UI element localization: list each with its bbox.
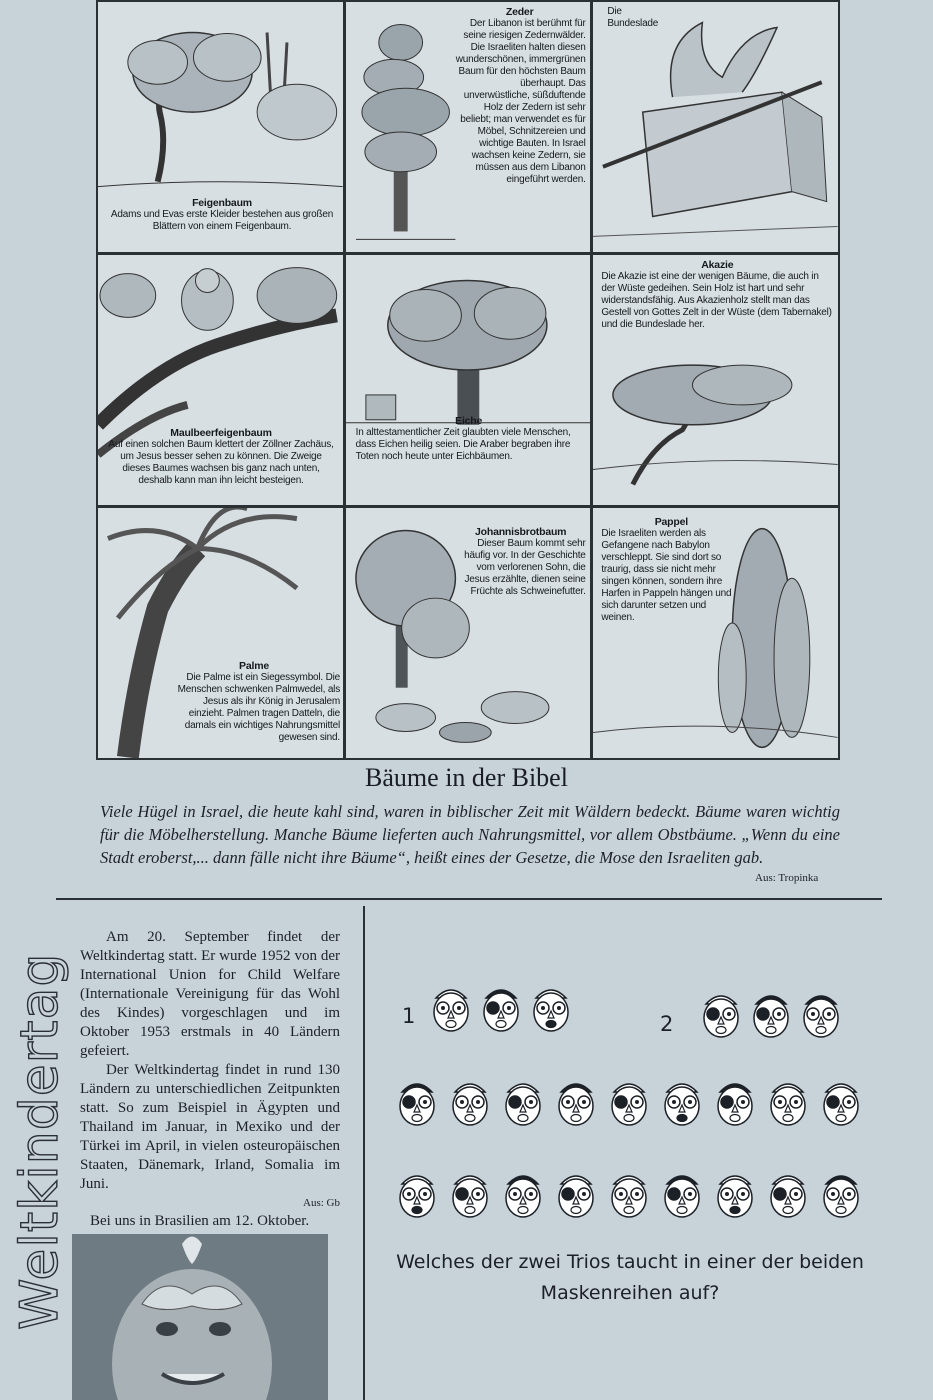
mask-icon (530, 984, 572, 1034)
tree-text: In alttestamentlicher Zeit glaubten viele Menschen, dass Eichen heilig seien. Die Araber begraben ihre Toten noch heute unter Eichbäumen. (355, 427, 571, 462)
cell-palme (98, 508, 343, 758)
puzzle-question: Welches der zwei Trios taucht in einer der beiden Maskenreihen auf? (396, 1251, 864, 1304)
tree-name: Palme (239, 660, 269, 672)
cell-feigenbaum (98, 2, 343, 252)
intro-paragraph: Viele Hügel in Israel, die heute kahl sind, waren in biblischer Zeit mit Wäldern bedeckt. Bäume waren wichtig für die Möbelherstellung. Manche Bäume lieferten auch Nahrungsmittel, vor allem Obstbäume. „Wenn du eine Stadt eroberst,... dann fälle nicht ihre Bäume“, heißt eines der Gesetze, die Mose den Israeliten gab. (100, 802, 840, 867)
mask-icon (430, 984, 472, 1034)
caption-johannisbrotbaum (456, 526, 586, 598)
tree-name: Akazie (701, 259, 734, 271)
tree-name: Maulbeerfeigenbaum (170, 427, 272, 439)
tree-text: Auf einen solchen Baum klettert der Zöllner Zachäus, um Jesus besser sehen zu können. Die Zweige dieses Baumes wachsen bis ganz nach unten, deshalb kann man ihn leicht besteigen. (108, 439, 334, 486)
caption-eiche (356, 415, 582, 463)
tree-text: Adams und Evas erste Kleider bestehen aus großen Blättern von einem Feigenbaum. (110, 209, 334, 232)
article-source: Aus: Gb (303, 1197, 340, 1209)
mask-icon (449, 1078, 491, 1128)
mask-icon (700, 990, 742, 1040)
caption-bundeslade (607, 6, 667, 30)
cell-akazie (593, 255, 838, 505)
oak-tree-illustration (346, 255, 591, 505)
tree-text: Die Israeliten werden als Gefangene nach Babylon verschleppt. Sie sind dort so traurig, dass sie nicht mehr singen können, sondern ihre Harfen in Pappeln hängen und sich darunter setzen und weinen. (601, 528, 732, 623)
cell-eiche (346, 255, 591, 505)
mask-icon (714, 1170, 756, 1220)
ark-of-covenant-illustration (593, 2, 838, 252)
mask-icon (555, 1170, 597, 1220)
article-paragraph: Der Weltkindertag findet in rund 130 Ländern zu unterschiedlichen Zeitpunkten statt. So zum Beispiel in Ägypten und Thailand im Januar, in Mexiko und der Türkei im April, in vielen osteuropäischen Staaten, Dänemark, Irland, Somalia im Juni. (80, 1062, 340, 1192)
article-heading: Weltkindertag (10, 952, 70, 1330)
caption-zeder (454, 6, 586, 186)
mask-icon (608, 1170, 650, 1220)
cell-johannisbrotbaum (346, 508, 591, 758)
article-body (80, 928, 340, 1231)
cell-zeder (346, 2, 591, 252)
divider-vertical (363, 906, 365, 1400)
mask-icon (396, 1078, 438, 1128)
mask-icon (661, 1078, 703, 1128)
tree-name: Pappel (654, 516, 688, 528)
mask-icon (502, 1078, 544, 1128)
mask-icon (608, 1078, 650, 1128)
tree-text: Die Palme ist ein Siegessymbol. Die Menschen schwenken Palmwedel, als Jesus als ihr König in Jerusalem einzieht. Palmen tragen Datteln, die damals ein wichtiges Nahrungsmittel gewesen sind. (177, 672, 340, 743)
trio-1-label: 1 (402, 1004, 416, 1028)
mask-icon (396, 1170, 438, 1220)
caption-feigenbaum (104, 197, 340, 233)
mask-icon (800, 990, 842, 1040)
mask-icon (449, 1170, 491, 1220)
section-title: Bäume in der Bibel (365, 763, 568, 792)
mask-icon (714, 1078, 756, 1128)
tree-name: Eiche (455, 415, 483, 427)
child-face-paint-photo (72, 1234, 328, 1400)
tree-illustration-grid (96, 0, 840, 760)
cell-pappel (593, 508, 838, 758)
article-paragraph: Am 20. September findet der Weltkindertag statt. Er wurde 1952 von der International Union for Child Welfare (Internationale Vereinigung für das Wohl des Kindes) vorgeschlagen und im Oktober 1953 erstmals in 40 Ländern gefeiert. (80, 929, 340, 1059)
mask-icon (750, 990, 792, 1040)
tree-name: Feigenbaum (192, 197, 252, 209)
tree-text: Dieser Baum kommt sehr häufig vor. In der Geschichte vom verlorenen Sohn, die Jesus erzählte, dienen seine Früchte als Schweinefutter. (464, 538, 586, 597)
article-paragraph: Bei uns in Brasilien am 12. Oktober. (90, 1213, 310, 1229)
trio-2-label: 2 (660, 1012, 674, 1036)
divider-horizontal (56, 898, 882, 900)
mask-icon (661, 1170, 703, 1220)
mask-icon (820, 1170, 862, 1220)
tree-name: Johannisbrotbaum (475, 526, 567, 538)
mask-icon (480, 984, 522, 1034)
caption-pappel (601, 516, 741, 624)
mask-icon (767, 1078, 809, 1128)
intro-source: Aus: Tropinka (755, 872, 819, 884)
cell-maulbeerfeigenbaum (98, 255, 343, 505)
tree-text: Die Akazie ist eine der wenigen Bäume, die auch in der Wüste gedeihen. Sein Holz ist hart und sehr widerstandsfähig. Aus Akazienholz stellt man das Gestell von Gottes Zelt in der Wüste (dem Tabernakel) und die Bundeslade her. (601, 271, 832, 330)
cell-bundeslade (593, 2, 838, 252)
tree-text: Der Libanon ist berühmt für seine riesigen Zedernwälder. Die Israeliten halten diesen wunderschönen, immergrünen Baum für den höchsten Baum überhaupt. Das unverwüstliche, süßduftende Holz der Zedern ist sehr beliebt; man verwendet es für Möbel, Schnitzereien und wichtige Bauten. In Israel wachsen keine Zedern, sie müssen aus dem Libanon eingeführt werden. (455, 18, 586, 185)
caption-palme (168, 660, 340, 744)
mask-icon (555, 1078, 597, 1128)
tree-name: Die Bundeslade (607, 6, 659, 29)
mask-icon (820, 1078, 862, 1128)
mask-icon (767, 1170, 809, 1220)
caption-maulbeerfeigenbaum (108, 427, 334, 487)
mask-icon (502, 1170, 544, 1220)
tree-name: Zeder (505, 6, 534, 18)
caption-akazie (601, 259, 833, 331)
